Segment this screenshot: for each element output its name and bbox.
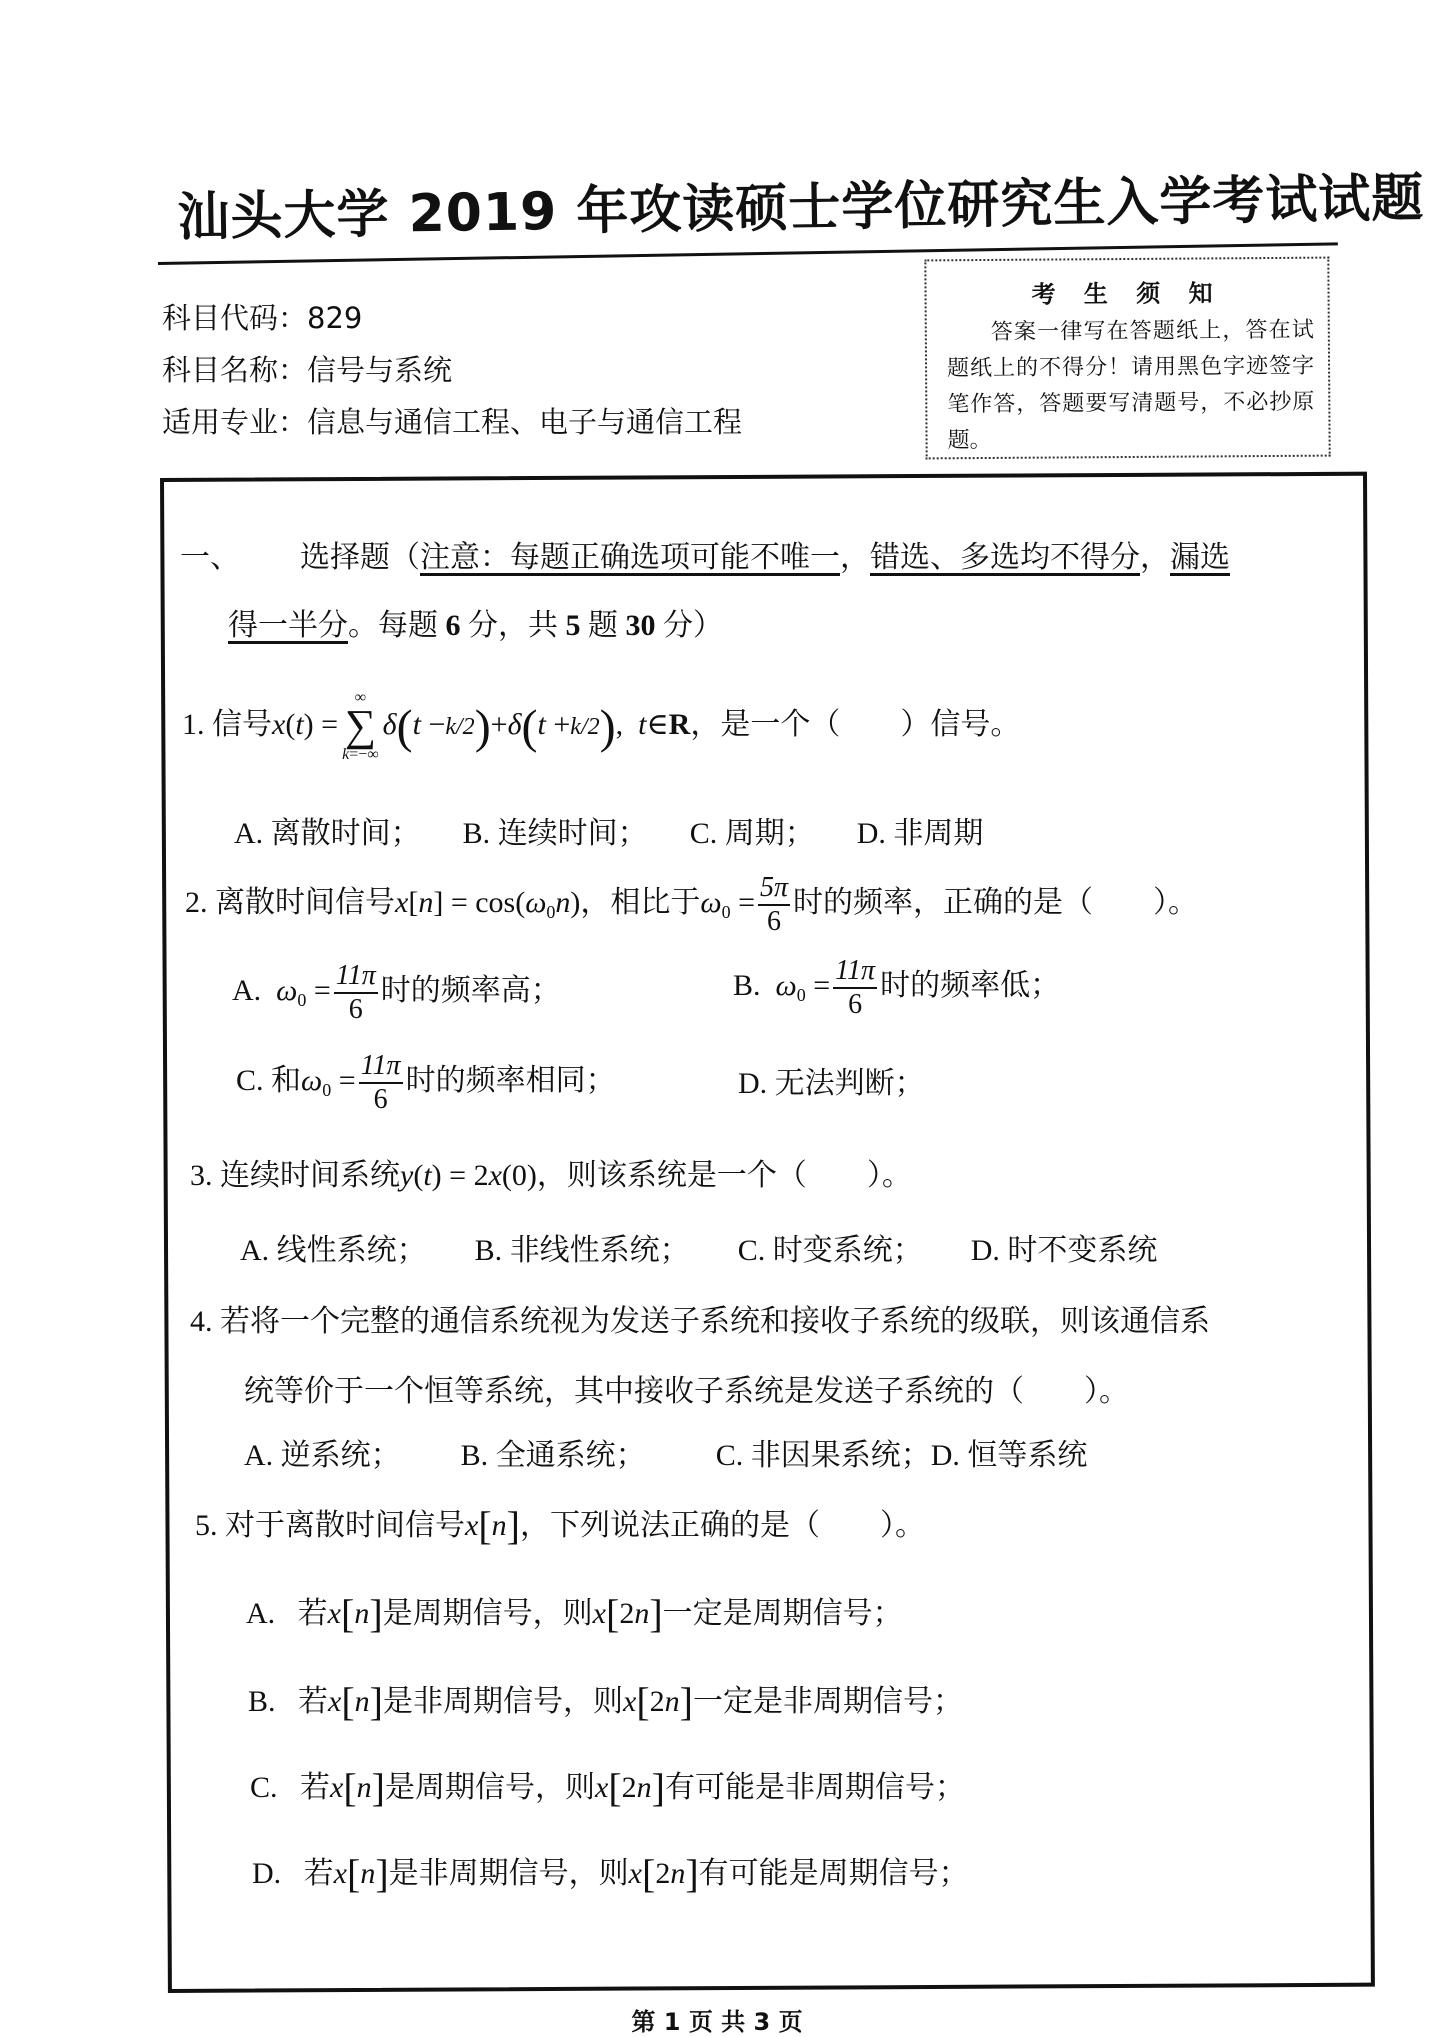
option-c: C. 非因果系统； [715,1439,931,1472]
formula-domain: t∈R [638,707,691,741]
question-1 [182,690,1020,764]
question-2-option-a: A. $\omega_0$ = $\frac{11\pi}{6}$ 时的频率高； [232,960,561,1025]
question-number: 3. [190,1159,213,1192]
subject-name-line [162,348,452,389]
formula-cos: $x[n] = \cos(\omega_0n)$ [395,885,581,922]
scoring-text: 分） [655,609,723,642]
subject-code-line [162,296,362,337]
section-number: 一、 [180,541,240,574]
option-b: B. 非线性系统； [474,1234,690,1267]
question-5-option-d: D. 若x[n]是非周期信号，则x[2n]有可能是周期信号； [252,1851,969,1896]
question-4 [190,1296,1210,1340]
question-stem: ，则该系统是一个（ ）。 [536,1159,912,1192]
section-scoring-line [228,600,723,644]
question-5-option-b: B. 若x[n]是非周期信号，则x[2n]一定是非周期信号； [248,1679,963,1724]
option-d: D. 时不变系统 [970,1234,1158,1267]
scoring-text: 。每题 [348,609,446,642]
subject-code-value: 829 [307,301,363,335]
section-note-3a: 漏选 [1170,541,1230,574]
question-count: 5 [565,609,581,642]
section-note-2: 错选、多选均不得分 [870,541,1140,574]
question-2 [185,872,1198,938]
scoring-text: 题 [580,609,626,642]
section-note-1: 注意：每题正确选项可能不唯一 [420,541,840,574]
option-c: C. 时变系统； [737,1234,923,1267]
subject-name-label: 科目名称： [162,353,308,387]
section-note-3b: 得一半分 [228,609,348,642]
question-4-options [244,1430,1087,1474]
section-header [180,532,1230,576]
question-4-line-2: 统等价于一个恒等系统，其中接收子系统是发送子系统的（ ）。 [244,1375,1129,1408]
scoring-text: 分，共 [460,609,566,642]
option-c: C. 周期； [689,817,815,850]
section-sep: ， [840,541,870,574]
section-name: 选择题（ [300,541,420,574]
option-b: B. 全通系统； [460,1439,646,1472]
majors-label: 适用专业： [162,405,308,439]
question-stem: ，下列说法正确的是（ ）。 [519,1509,925,1542]
question-number: 2. [185,885,208,919]
question-number: 4. [190,1305,213,1338]
notice-title: 考 生 须 知 [1031,279,1223,309]
exam-title: 汕头大学 2019 年攻读硕士学位研究生入学考试试题 [177,168,1425,249]
question-stem: 时的频率，正确的是（ ）。 [793,885,1199,919]
majors-line [162,400,742,441]
question-number: 1. [182,707,205,741]
question-stem: ，相比于 [580,885,701,919]
option-a: A. 逆系统； [244,1439,401,1472]
question-stem: ，是一个（ ）信号。 [690,707,1021,741]
question-2-option-b: B. $\omega_0$ = $\frac{11\pi}{6}$ 时的频率低； [733,955,1061,1020]
question-number: 5. [195,1509,218,1542]
question-3 [190,1150,912,1194]
subject-name-value: 信号与系统 [307,353,453,387]
total-points: 30 [625,609,656,642]
formula-signal: x(t) = ∞ ∑ k=−∞ δ(t −k/2)+δ(t +k/2), [272,689,624,763]
question-1-options [234,808,983,852]
question-stem: 对于离散时间信号 [225,1509,465,1542]
subject-code-label: 科目代码： [162,301,308,335]
question-stem: 连续时间系统 [220,1159,400,1192]
notice-body: 答案一律写在答题纸上，答在试题纸上的不得分！请用黑色字迹签字笔作答，答题要写清题号，不必抄原题。 [946,317,1315,454]
page-number: 第 1 页 共 3 页 [631,2008,803,2036]
question-stem: 离散时间信号 [215,885,395,919]
question-5-option-c: C. 若x[n]是周期信号，则x[2n]有可能是非周期信号； [250,1765,965,1810]
majors-value: 信息与通信工程、电子与通信工程 [307,405,743,439]
question-5-option-a: A. 若x[n]是周期信号，则x[2n]一定是周期信号； [246,1591,903,1636]
points-each: 6 [445,609,461,642]
option-d: D. 非周期 [856,817,984,850]
candidate-notice-box [924,257,1330,460]
question-stem: 信号 [212,707,272,741]
section-sep: ， [1140,541,1170,574]
formula-system: y(t) = 2x(0) [400,1159,537,1192]
option-b: B. 连续时间； [462,817,648,850]
option-d: D. 恒等系统 [930,1439,1088,1472]
formula-xn: x[n] [465,1503,520,1548]
question-stem: 若将一个完整的通信系统视为发送子系统和接收子系统的级联，则该通信系 [220,1305,1210,1338]
question-3-options [240,1225,1157,1269]
option-a: A. 线性系统； [240,1234,427,1267]
question-2-option-d: D. 无法判断； [738,1067,925,1100]
formula-omega-ref: $\omega_0$ = $\frac{5\pi}{6}$ [700,872,789,937]
option-a: A. 离散时间； [234,817,421,850]
question-5 [195,1500,925,1549]
question-2-option-c: C. 和$\omega_0$ = $\frac{11\pi}{6}$ 时的频率相同； [236,1050,616,1115]
